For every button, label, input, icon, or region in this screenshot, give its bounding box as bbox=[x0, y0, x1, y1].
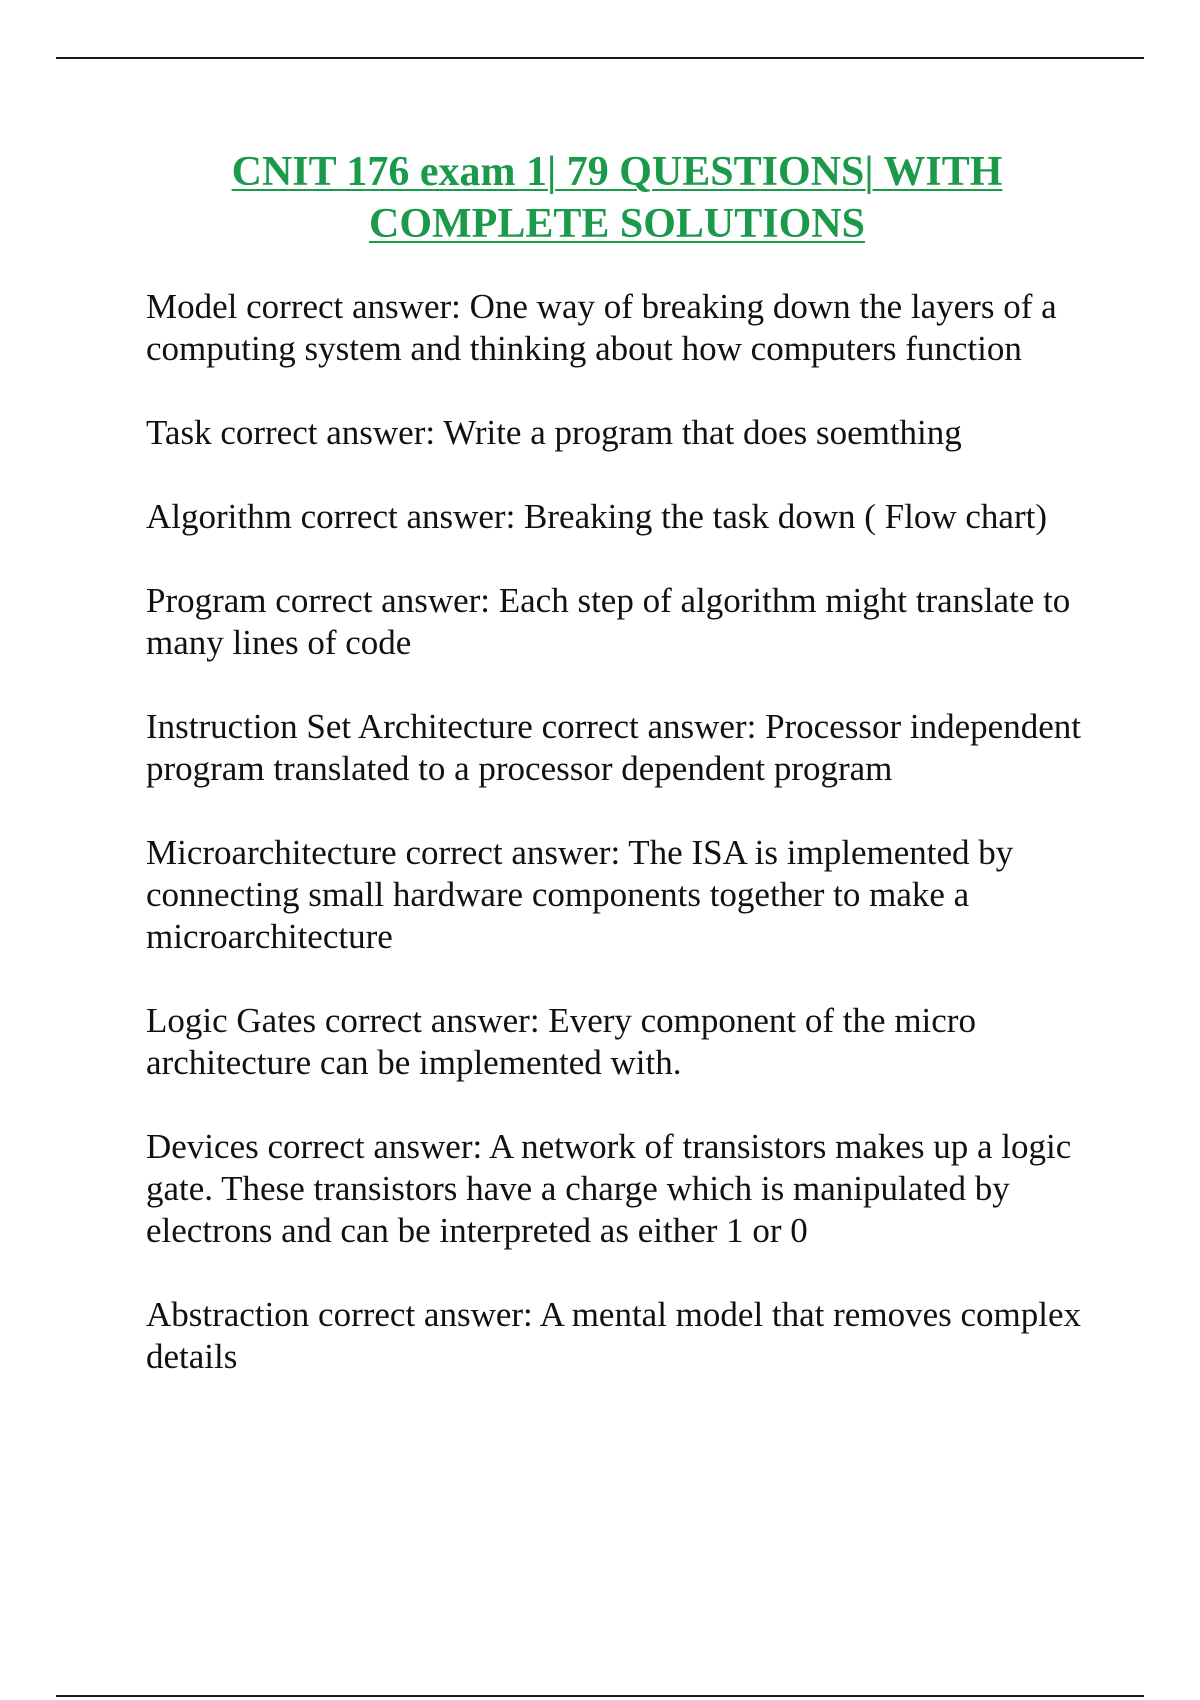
top-rule bbox=[56, 57, 1144, 59]
title-line-2: COMPLETE SOLUTIONS bbox=[369, 201, 865, 247]
qa-item-isa: Instruction Set Architecture correct answer: Processor independent program translated to a processor dependent program bbox=[146, 707, 1081, 788]
title-line-1: CNIT 176 exam 1| 79 QUESTIONS| WITH bbox=[231, 149, 1003, 195]
qa-item-microarchitecture: Microarchitecture correct answer: The ISA is implemented by connecting small hardware components together to make a microarchitecture bbox=[146, 833, 1014, 956]
qa-item-program: Program correct answer: Each step of algorithm might translate to many lines of code bbox=[146, 581, 1071, 662]
qa-item-model: Model correct answer: One way of breaking down the layers of a computing system and thinking about how computers function bbox=[146, 287, 1057, 368]
qa-item-devices: Devices correct answer: A network of transistors makes up a logic gate. These transistors have a charge which is manipulated by electrons and can be interpreted as either 1 or 0 bbox=[146, 1127, 1072, 1250]
page-title bbox=[120, 146, 1114, 250]
qa-list bbox=[146, 286, 1101, 1420]
qa-item-logic-gates: Logic Gates correct answer: Every component of the micro architecture can be implemented with. bbox=[146, 1001, 976, 1082]
bottom-rule bbox=[56, 1695, 1144, 1697]
qa-item-task: Task correct answer: Write a program that does soemthing bbox=[146, 413, 962, 452]
qa-item-abstraction: Abstraction correct answer: A mental model that removes complex details bbox=[146, 1295, 1081, 1376]
qa-item-algorithm: Algorithm correct answer: Breaking the task down ( Flow chart) bbox=[146, 497, 1047, 536]
